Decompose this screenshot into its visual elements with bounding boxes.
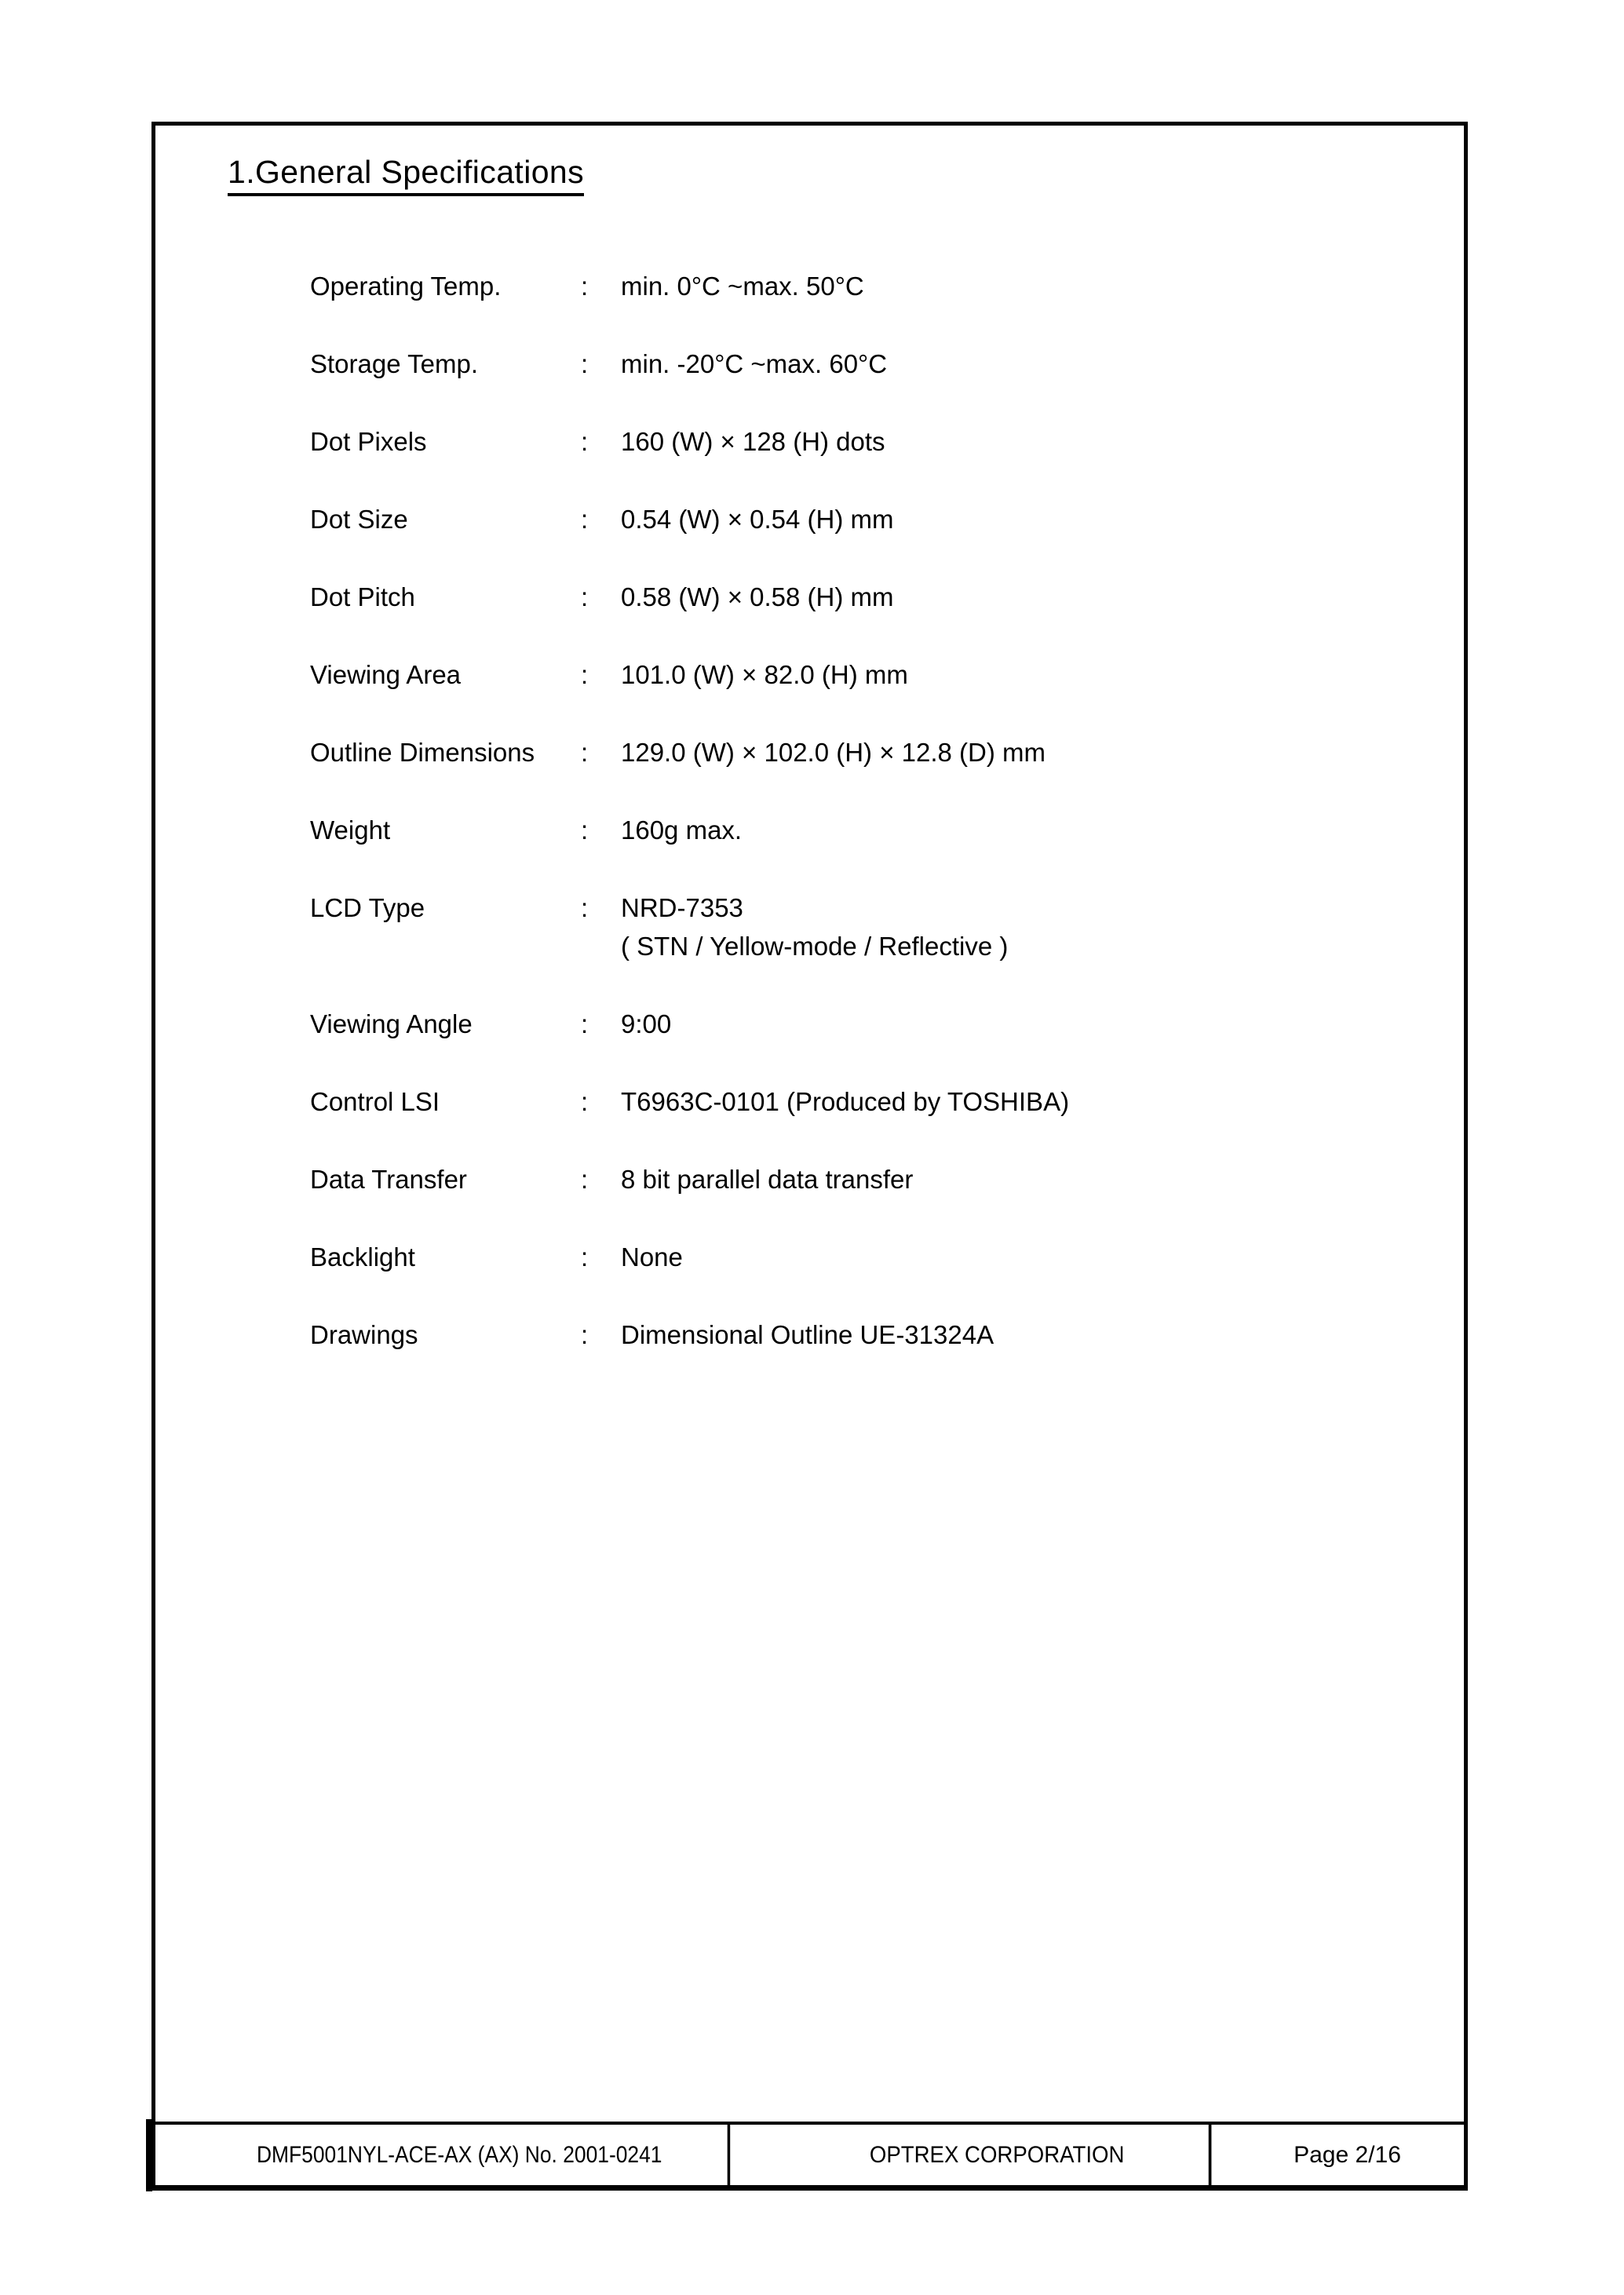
spec-label: Storage Temp. (310, 349, 479, 378)
spec-row (310, 272, 1330, 349)
spec-value: 8 bit parallel data transfer (621, 1165, 914, 1194)
spec-row (310, 1165, 1330, 1242)
footer-page-number: Page 2/16 (1294, 2141, 1401, 2168)
spec-label: Weight (310, 815, 391, 845)
page-footer (151, 2122, 1468, 2191)
spec-colon: : (581, 349, 589, 378)
page-title (228, 154, 584, 196)
spec-row (310, 1242, 1330, 1320)
spec-value: 160g max. (621, 815, 743, 845)
spec-value: T6963C-0101 (Produced by TOSHIBA) (621, 1087, 1070, 1116)
spec-row (310, 660, 1330, 738)
spec-colon: : (581, 1165, 589, 1194)
spec-label: Control LSI (310, 1087, 440, 1116)
page-title-text: 1.General Specifications (228, 154, 585, 190)
footer-part-number: DMF5001NYL-ACE-AX (AX) No. 2001-0241 (192, 2125, 730, 2185)
spec-row (310, 1009, 1330, 1087)
spec-label: Backlight (310, 1242, 415, 1272)
spec-colon: : (581, 505, 589, 534)
spec-value: 129.0 (W) × 102.0 (H) × 12.8 (D) mm (621, 738, 1046, 767)
spec-colon: : (581, 1087, 589, 1116)
spec-colon: : (581, 1242, 589, 1272)
spec-colon: : (581, 660, 589, 689)
page-title-underline (228, 193, 584, 196)
spec-row (310, 349, 1330, 427)
spec-row (310, 893, 1330, 1009)
spec-label: Outline Dimensions (310, 738, 535, 767)
spec-label: Viewing Angle (310, 1009, 473, 1038)
spec-row (310, 505, 1330, 582)
spec-value: None (621, 1242, 683, 1272)
spec-row (310, 815, 1330, 893)
spec-colon: : (581, 582, 589, 611)
spec-label: Operating Temp. (310, 272, 502, 301)
spec-value: Dimensional Outline UE-31324A (621, 1320, 994, 1349)
spec-colon: : (581, 272, 589, 301)
spec-value: min. -20°C ~max. 60°C (621, 349, 888, 378)
spec-label: Data Transfer (310, 1165, 467, 1194)
spec-value: min. 0°C ~max. 50°C (621, 272, 864, 301)
spec-row (310, 427, 1330, 505)
spec-value: 160 (W) × 128 (H) dots (621, 427, 885, 456)
spec-value-secondary: ( STN / Yellow-mode / Reflective ) (621, 932, 1009, 961)
spec-value: 0.54 (W) × 0.54 (H) mm (621, 505, 894, 534)
spec-colon: : (581, 427, 589, 456)
spec-colon: : (581, 815, 589, 845)
spec-label: LCD Type (310, 893, 425, 922)
spec-row (310, 1320, 1330, 1398)
spec-value: NRD-7353 (621, 893, 743, 922)
spec-colon: : (581, 738, 589, 767)
spec-label: Viewing Area (310, 660, 462, 689)
spec-label: Dot Pixels (310, 427, 427, 456)
general-specifications-list (310, 272, 1330, 1398)
spec-value: 9:00 (621, 1009, 672, 1038)
spec-value: 101.0 (W) × 82.0 (H) mm (621, 660, 908, 689)
spec-row (310, 582, 1330, 660)
spec-colon: : (581, 1320, 589, 1349)
spec-label: Dot Pitch (310, 582, 415, 611)
footer-company-name: OPTREX CORPORATION (786, 2125, 1212, 2185)
spec-colon: : (581, 1009, 589, 1038)
spec-colon: : (581, 893, 589, 922)
spec-label: Dot Size (310, 505, 408, 534)
spec-label: Drawings (310, 1320, 418, 1349)
spec-row (310, 1087, 1330, 1165)
spec-row (310, 738, 1330, 815)
spec-value: 0.58 (W) × 0.58 (H) mm (621, 582, 894, 611)
